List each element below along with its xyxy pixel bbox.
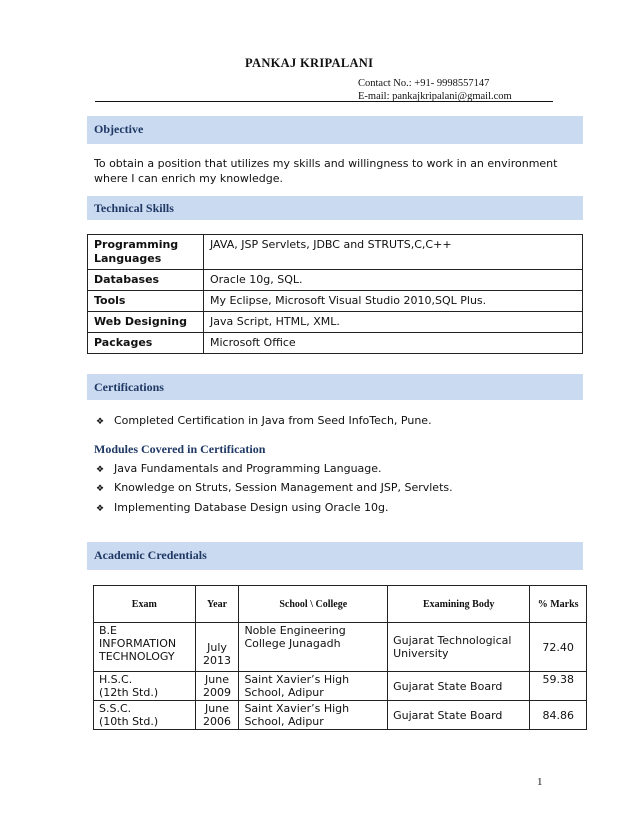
body-line: Gujarat Technological: [393, 634, 512, 647]
table-row: [88, 333, 583, 354]
contact-email: E-mail: pankajkripalani@gmail.com: [358, 91, 512, 102]
skill-label: Packages: [88, 333, 204, 354]
skill-label: Databases: [88, 270, 204, 291]
table-row: [88, 312, 583, 333]
school-line: Noble Engineering: [244, 624, 346, 637]
skill-value: Java Script, HTML, XML.: [204, 312, 583, 333]
section-certifications: [87, 374, 583, 400]
section-title: Certifications: [94, 380, 164, 394]
skill-value: Microsoft Office: [204, 333, 583, 354]
list-item: [96, 481, 453, 494]
diamond-bullet-icon: ❖: [96, 504, 105, 514]
year-cell: [195, 623, 239, 672]
school-line: Saint Xavier’s High: [244, 673, 350, 686]
column-header-body: Examining Body: [388, 586, 530, 623]
school-cell: [239, 701, 388, 730]
exam-line: (12th Std.): [99, 686, 159, 699]
academic-table: [93, 585, 587, 730]
column-header-school: School \ College: [239, 586, 388, 623]
module-text: Java Fundamentals and Programming Language.: [114, 462, 382, 475]
list-item: [96, 501, 388, 514]
school-cell: [239, 672, 388, 701]
year-line: 2006: [203, 715, 232, 728]
school-line: School, Adipur: [244, 715, 324, 728]
skill-label: Tools: [88, 291, 204, 312]
column-header-exam: Exam: [94, 586, 196, 623]
column-header-marks: % Marks: [530, 586, 587, 623]
school-line: College Junagadh: [244, 637, 341, 650]
school-cell: [239, 623, 388, 672]
objective-text: To obtain a position that utilizes my skills and willingness to work in an environment where I can enrich my knowledge.: [94, 157, 558, 185]
marks-cell: 72.40: [530, 623, 587, 672]
page-number: 1: [537, 776, 543, 788]
marks-cell: 84.86: [530, 701, 587, 730]
diamond-bullet-icon: ❖: [96, 465, 105, 475]
skill-label: Web Designing: [88, 312, 204, 333]
year-line: June: [205, 673, 229, 686]
exam-line: INFORMATION: [99, 637, 177, 650]
body-cell: [388, 623, 530, 672]
year-line: 2009: [203, 686, 232, 699]
exam-line: S.S.C.: [99, 702, 132, 715]
body-cell: Gujarat State Board: [388, 701, 530, 730]
table-header-row: [94, 586, 587, 623]
table-row: [94, 623, 587, 672]
exam-line: H.S.C.: [99, 673, 133, 686]
skill-value: Oracle 10g, SQL.: [204, 270, 583, 291]
table-row: [88, 270, 583, 291]
table-row: [94, 672, 587, 701]
section-title: Academic Credentials: [94, 548, 207, 562]
diamond-bullet-icon: ❖: [96, 417, 105, 427]
exam-line: B.E: [99, 624, 117, 637]
skill-value: JAVA, JSP Servlets, JDBC and STRUTS,C,C++: [204, 235, 583, 270]
exam-line: TECHNOLOGY: [99, 650, 175, 663]
section-technical-skills: [87, 196, 583, 220]
body-cell: Gujarat State Board: [388, 672, 530, 701]
school-line: School, Adipur: [244, 686, 324, 699]
candidate-name: PANKAJ KRIPALANI: [245, 56, 374, 70]
exam-cell: [94, 623, 196, 672]
diamond-bullet-icon: ❖: [96, 484, 105, 494]
skills-table: [87, 234, 583, 354]
header-divider: [95, 101, 553, 102]
year-cell: [195, 672, 239, 701]
module-text: Knowledge on Struts, Session Management and JSP, Servlets.: [114, 481, 453, 494]
section-academic: [87, 542, 583, 570]
skill-label: Programming Languages: [88, 235, 204, 270]
year-line: June: [205, 702, 229, 715]
exam-line: (10th Std.): [99, 715, 159, 728]
year-cell: [195, 701, 239, 730]
table-row: [88, 291, 583, 312]
column-header-year: Year: [195, 586, 239, 623]
certification-text: Completed Certification in Java from Seed InfoTech, Pune.: [114, 414, 432, 427]
exam-cell: [94, 701, 196, 730]
section-objective: [87, 116, 583, 144]
section-title: Technical Skills: [94, 201, 174, 215]
table-row: [88, 235, 583, 270]
contact-block: [358, 77, 512, 103]
section-title: Objective: [94, 122, 144, 136]
modules-heading: Modules Covered in Certification: [94, 442, 266, 456]
module-text: Implementing Database Design using Oracle 10g.: [114, 501, 389, 514]
list-item: [96, 414, 432, 427]
exam-cell: [94, 672, 196, 701]
school-line: Saint Xavier’s High: [244, 702, 350, 715]
body-line: University: [393, 647, 449, 660]
table-row: [94, 701, 587, 730]
year-line: 2013: [203, 654, 232, 667]
year-line: July: [207, 641, 227, 654]
list-item: [96, 462, 382, 475]
contact-phone: Contact No.: +91- 9998557147: [358, 78, 490, 89]
marks-cell: 59.38: [530, 672, 587, 701]
skill-value: My Eclipse, Microsoft Visual Studio 2010,SQL Plus.: [204, 291, 583, 312]
